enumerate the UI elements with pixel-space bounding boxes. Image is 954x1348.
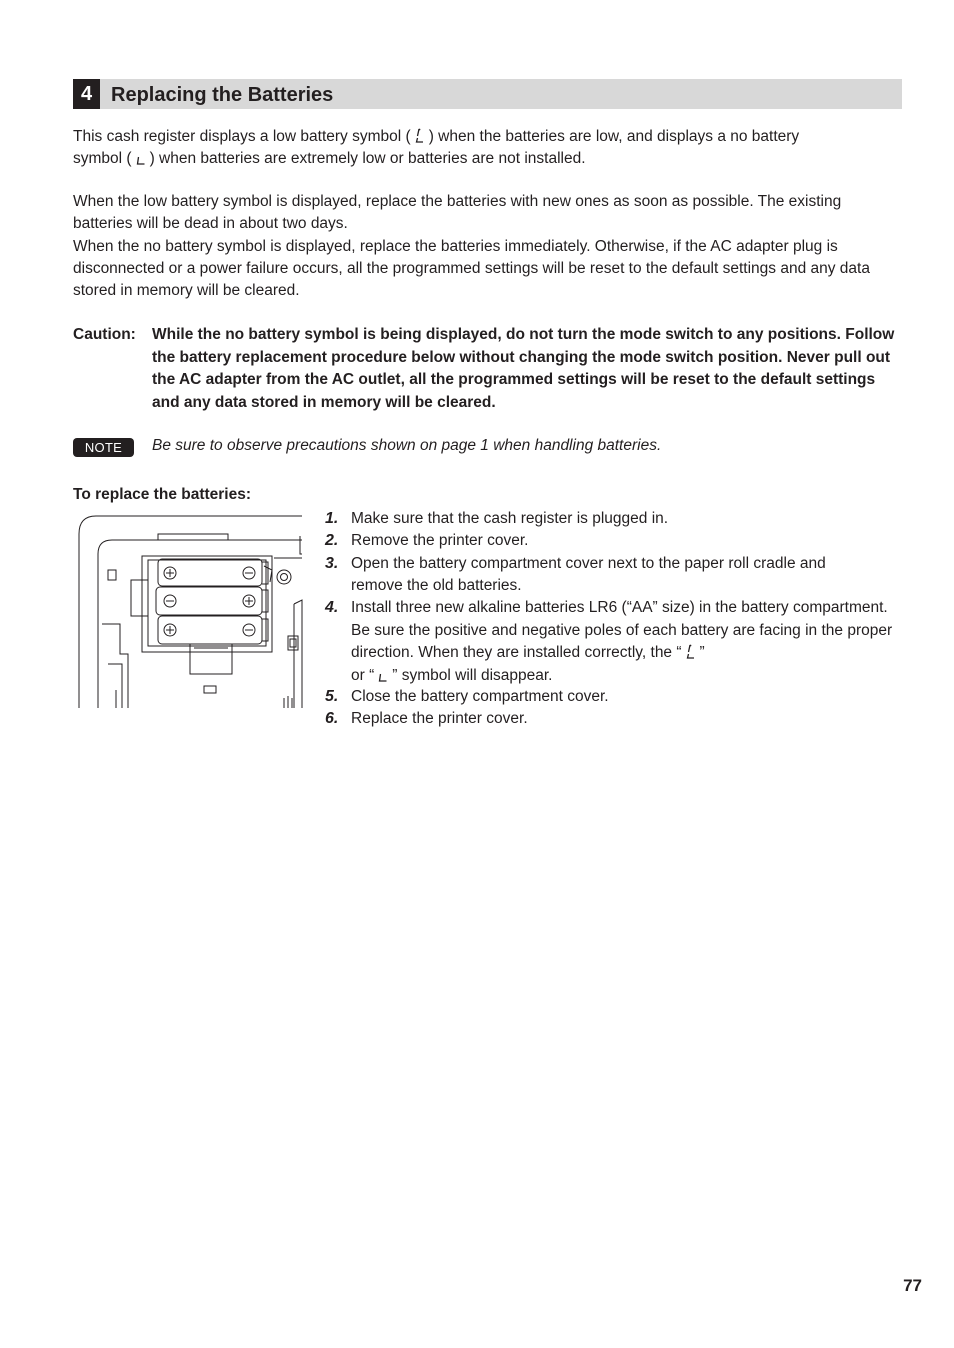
step-text-part: Install three new alkaline batteries LR6 (“AA” size) in the battery compartment. Be sure the positive and negative poles of each battery are facing in the proper direction. When they are installed correctly, the “	[351, 599, 893, 662]
step-text: Make sure that the cash register is plugged in.	[351, 510, 669, 527]
no-battery-symbol-icon	[132, 151, 150, 166]
intro-text: symbol (	[73, 150, 132, 167]
note-badge: NOTE	[73, 438, 134, 457]
intro-text: This cash register displays a low battery symbol (	[73, 128, 411, 145]
low-battery-symbol-icon	[682, 644, 700, 660]
step-number: 3.	[325, 555, 339, 572]
intro-text: ) when the batteries are low, and displays a no battery	[428, 128, 800, 145]
step-text: Replace the printer cover.	[351, 710, 528, 727]
intro-text: ) when batteries are extremely low or batteries are not installed.	[149, 150, 586, 167]
step-number: 2.	[325, 532, 339, 549]
step-text: Remove the printer cover.	[351, 532, 529, 549]
step-text-part: ”	[699, 644, 705, 662]
step-number: 4.	[325, 599, 339, 616]
step-text	[351, 597, 903, 688]
step-text-part: ” symbol will disappear.	[392, 667, 553, 685]
procedure-heading: To replace the batteries:	[73, 486, 252, 503]
section-title: Replacing the Batteries	[111, 84, 334, 106]
intro-paragraph	[73, 126, 903, 170]
no-battery-symbol-icon	[374, 668, 392, 683]
page-number: 77	[903, 1276, 922, 1295]
low-battery-paragraph: When the low battery symbol is displayed, replace the batteries with new ones as soon as possible. The existing batteries will be dead in about two days.	[73, 193, 842, 232]
step-number: 5.	[325, 688, 339, 705]
step-number: 1.	[325, 510, 339, 527]
step-text-part: or “	[351, 667, 375, 685]
step-number: 6.	[325, 710, 339, 727]
caution-label: Caution:	[73, 326, 136, 343]
low-battery-symbol-icon	[411, 128, 429, 144]
caution-text: While the no battery symbol is being displayed, do not turn the mode switch to any positions. Follow the battery replacement procedure below without changing the mode switch position. Never pull out the AC adapter from the AC outlet, all the programmed settings will be reset to the default settings and any data stored in memory will be cleared.	[152, 326, 895, 411]
no-battery-paragraph: When the no battery symbol is displayed, replace the batteries immediately. Otherwise, if the AC adapter plug is disconnected or a power failure occurs, all the programmed settings will be reset to the default settings and any data stored in memory will be cleared.	[73, 238, 870, 299]
step-text: Close the battery compartment cover.	[351, 688, 609, 705]
battery-compartment-illustration	[78, 514, 304, 708]
step-text: Open the battery compartment cover next to the paper roll cradle and remove the old batteries.	[351, 555, 826, 594]
section-number: 4	[73, 79, 100, 109]
note-text: Be sure to observe precautions shown on page 1 when handling batteries.	[152, 437, 662, 454]
